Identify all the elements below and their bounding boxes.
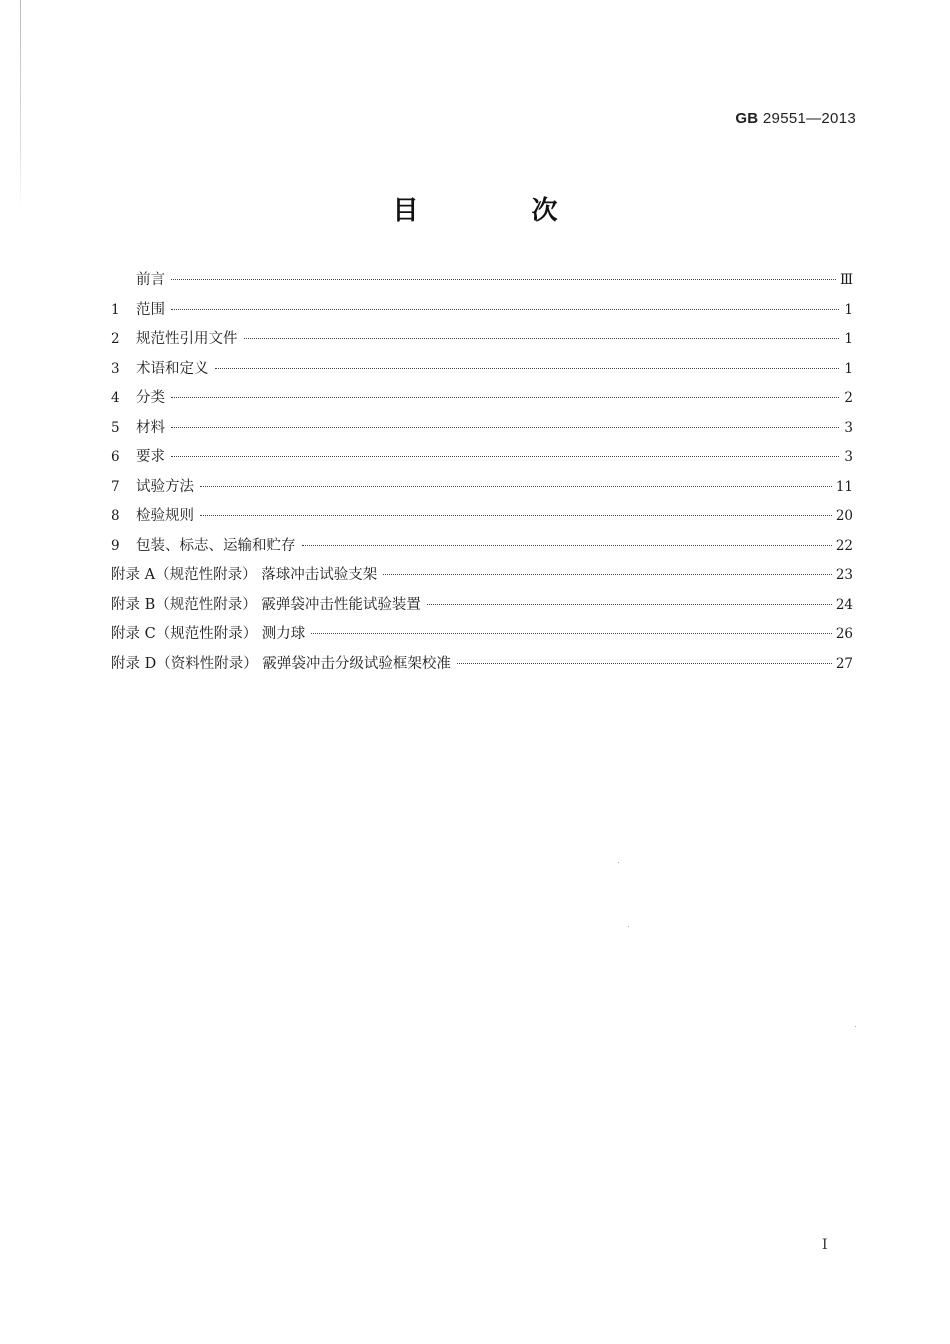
toc-entry-page: Ⅲ — [839, 272, 853, 288]
toc-entry-label: 范围 — [136, 301, 165, 318]
toc-dot-leader — [383, 574, 832, 575]
toc-dot-leader — [311, 633, 832, 634]
toc-entry[interactable] — [111, 266, 853, 296]
toc-dot-leader — [171, 279, 836, 280]
scan-speck — [855, 1026, 856, 1027]
toc-entry-page: 3 — [844, 449, 853, 465]
toc-entry[interactable] — [111, 532, 853, 562]
toc-dot-leader — [302, 545, 832, 546]
toc-dot-leader — [215, 368, 840, 369]
toc-entry-label: 附录 D（资料性附录） 霰弹袋冲击分级试验框架校准 — [111, 655, 451, 672]
toc-entry-page: 22 — [835, 537, 853, 554]
toc-entry[interactable] — [111, 355, 853, 385]
toc-entry[interactable] — [111, 414, 853, 444]
toc-entry[interactable] — [111, 443, 853, 473]
toc-entry-number: 6 — [111, 449, 120, 465]
table-of-contents — [111, 266, 853, 679]
scan-speck — [618, 862, 619, 863]
toc-dot-leader — [171, 309, 839, 310]
toc-dot-leader — [457, 663, 832, 664]
toc-entry-label: 附录 B（规范性附录） 霰弹袋冲击性能试验装置 — [111, 596, 421, 613]
toc-entry-page: 23 — [835, 567, 853, 583]
toc-entry-label: 检验规则 — [136, 508, 194, 524]
page-number: I — [822, 1237, 828, 1253]
toc-entry-appendix[interactable] — [111, 650, 853, 680]
toc-entry-label: 材料 — [136, 419, 165, 436]
toc-entry-number: 1 — [111, 301, 120, 318]
toc-entry[interactable] — [111, 473, 853, 503]
toc-entry-number: 3 — [111, 360, 120, 377]
toc-entry-page: 2 — [844, 390, 853, 406]
toc-entry-number: 8 — [111, 508, 120, 524]
standard-code — [735, 110, 856, 127]
standard-number: 29551—2013 — [762, 110, 856, 127]
toc-dot-leader — [171, 456, 839, 457]
toc-entry-label: 要求 — [136, 449, 165, 465]
toc-entry-label: 规范性引用文件 — [136, 331, 238, 347]
toc-entry-page: 3 — [844, 419, 853, 436]
toc-entry-page: 1 — [844, 331, 853, 347]
toc-entry-label: 附录 C（规范性附录） 测力球 — [111, 626, 306, 642]
toc-entry-appendix[interactable] — [111, 591, 853, 621]
toc-entry[interactable] — [111, 296, 853, 326]
toc-entry-appendix[interactable] — [111, 620, 853, 650]
toc-entry[interactable] — [111, 325, 853, 355]
toc-entry-page: 1 — [844, 360, 853, 377]
toc-entry-page: 26 — [835, 626, 853, 642]
toc-entry-label: 试验方法 — [136, 478, 194, 495]
toc-dot-leader — [200, 486, 832, 487]
toc-entry-page: 27 — [835, 655, 853, 672]
toc-title: 目 次 — [392, 196, 610, 226]
toc-entry-label: 分类 — [136, 390, 165, 406]
toc-entry-label: 前言 — [136, 272, 165, 288]
toc-entry[interactable] — [111, 384, 853, 414]
toc-entry-number: 4 — [111, 390, 120, 406]
scan-edge-line — [20, 0, 21, 210]
toc-dot-leader — [171, 397, 839, 398]
toc-entry-label: 附录 A（规范性附录） 落球冲击试验支架 — [111, 567, 378, 583]
toc-entry-appendix[interactable] — [111, 561, 853, 591]
toc-entry-page: 20 — [835, 508, 853, 524]
toc-entry-number: 2 — [111, 331, 120, 347]
toc-entry-page: 24 — [835, 596, 853, 613]
toc-dot-leader — [427, 604, 832, 605]
toc-entry-page: 11 — [835, 478, 853, 495]
toc-entry-number: 7 — [111, 478, 120, 495]
toc-entry-number: 9 — [111, 537, 120, 554]
toc-entry-number: 5 — [111, 419, 120, 436]
standard-prefix: GB — [735, 110, 759, 127]
toc-dot-leader — [200, 515, 832, 516]
toc-dot-leader — [244, 338, 840, 339]
toc-dot-leader — [171, 427, 839, 428]
scan-speck — [628, 926, 629, 927]
toc-entry-label: 术语和定义 — [136, 360, 209, 377]
toc-entry[interactable] — [111, 502, 853, 532]
toc-entry-page: 1 — [844, 301, 853, 318]
toc-entry-label: 包装、标志、运输和贮存 — [136, 537, 296, 554]
